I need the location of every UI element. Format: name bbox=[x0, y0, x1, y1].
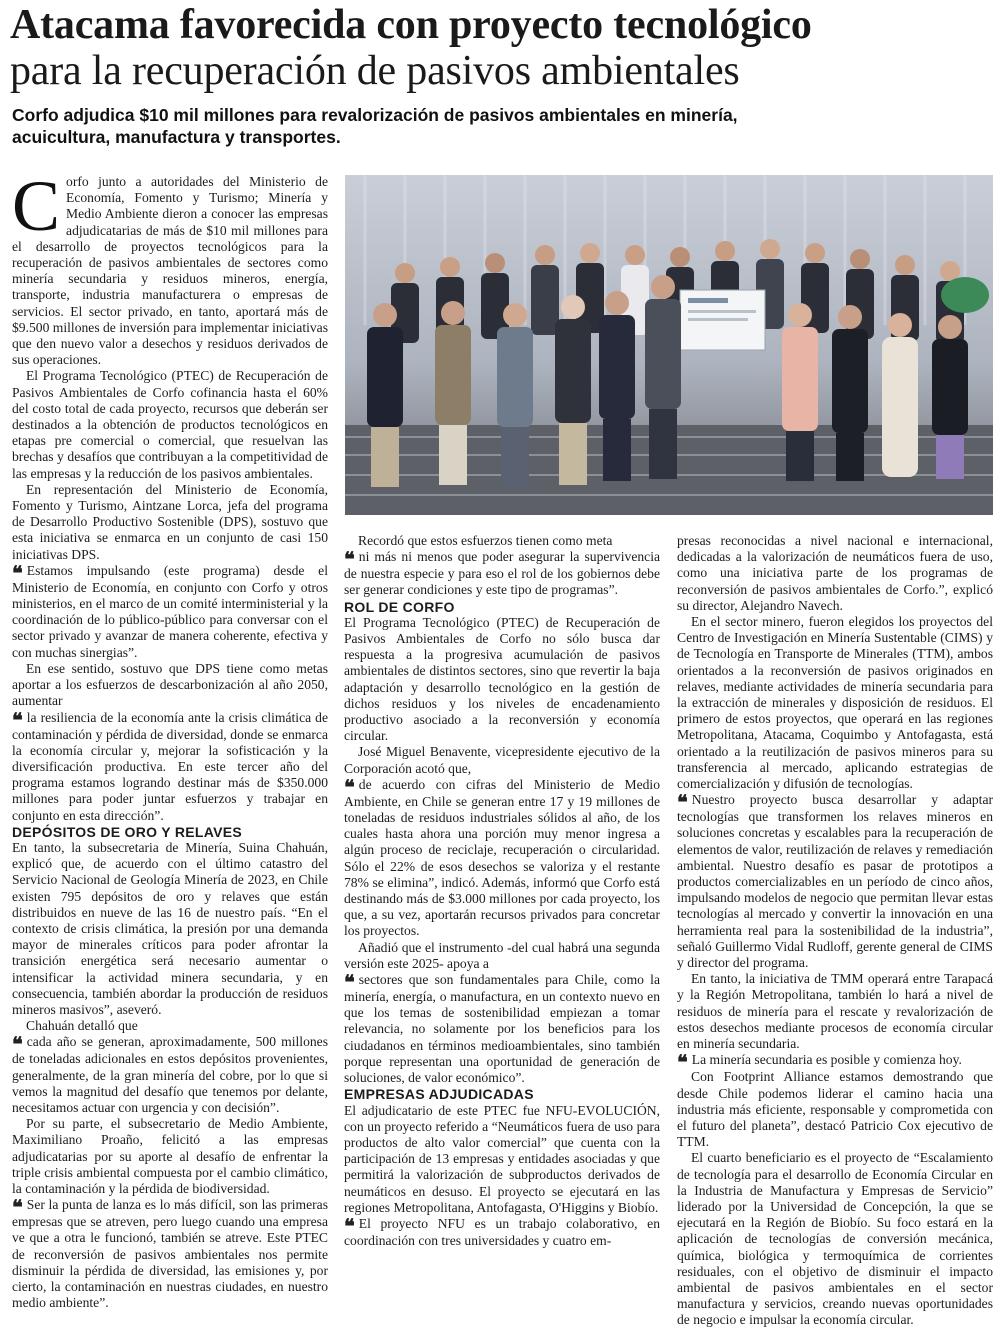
paragraph: En el sector minero, fueron elegidos los proyectos del Centro de Investigación en Minería Sustentable (CIMS) y de Tecnología en Transporte de Minerales (TTM), ambos orientados a la reconversión de pasivos originados en relaves, mediante actividades de minería secundaria para la extracción de minerales y disposición de residuos. El primero de estos proyectos, que operará en las regiones Metropolitana, Atacama, Coquimbo y Antofagasta, está orientado a la reutilización de pasivos mineros para su transferencia al mercado, aplicando estrategias de comercialización y difusión de tecnologías. bbox=[677, 614, 993, 792]
quote-mark-icon: ❝ bbox=[12, 709, 23, 732]
paragraph: El Programa Tecnológico (PTEC) de Recuperación de Pasivos Ambientales de Corfo cofinancia hasta el 60% del costo total de cada proyecto, recursos que deberán ser destinados a la obtención de productos tecnológicos en etapas pre comercial o comercial, que resuelvan las brechas y desafíos que contribuyan a la competitividad de las empresas y la reducción de los pasivos ambientales. bbox=[12, 368, 328, 481]
quote-paragraph bbox=[677, 1052, 993, 1075]
quote-paragraph bbox=[344, 549, 660, 598]
paragraph: Añadió que el instrumento -del cual habrá una segunda versión este 2025- apoya a bbox=[344, 939, 660, 971]
paragraph: Con Footprint Alliance estamos demostrando que desde Chile podemos liderar el camino hacia una industria más eficiente, responsable y comprometida con el futuro del planeta”, destacó Patricio Cox ejecutivo de TTM. bbox=[677, 1069, 993, 1150]
paragraph-intro bbox=[12, 166, 328, 368]
paragraph: En tanto, la iniciativa de TMM operará entre Tarapacá y la Región Metropolitana, también lo hará a nivel de residuos de minería para el rescate y revalorización de estos desechos mediante procesos de economía circular en minería secundaria. bbox=[677, 971, 993, 1052]
quote-text: ni más ni menos que poder asegurar la supervivencia de nuestra especie y para eso el rol de los gobiernos debe ser generar condiciones y este tipo de programas”. bbox=[344, 549, 660, 598]
paragraph: presas reconocidas a nivel nacional e internacional, dedicadas a la valorización de neumáticos fuera de uso, como una iniciativa parte de los programas de reconversión de pasivos ambientales de Corfo.”, explicó su director, Alejandro Navech. bbox=[677, 533, 993, 613]
quote-paragraph bbox=[12, 563, 328, 661]
quote-text: la resiliencia de la economía ante la crisis climática de contaminación y pérdida de diversidad, donde se enmarca la economía circular y, mejorar la sofisticación y la diversificación productiva. En este tercer año del programa estamos logrando destinar más de $350.000 millones para poder juntar esfuerzos y trabajar en conjunto en esta dirección”. bbox=[12, 709, 328, 823]
quote-text: Estamos impulsando (este programa) desde el Ministerio de Economía, en conjunto con Corfo y otros ministerios, en el marco de un comité interministerial y la coordinación de lo público-público para conversar con el sector privado y avanzar de manera coherente, efectiva y con muchas sinergias”. bbox=[12, 562, 328, 660]
section-heading: ROL DE CORFO bbox=[344, 598, 455, 615]
quote-mark-icon: ❝ bbox=[344, 1215, 355, 1238]
headline bbox=[10, 2, 990, 94]
headline-line-2: para la recuperación de pasivos ambientales bbox=[10, 48, 740, 94]
quote-text: cada año se generan, aproximadamente, 500 millones de toneladas adicionales en estos depósitos provenientes, generalmente, de la gran minería del cobre, por lo que si vemos la magnitud del desafío que tenemos por delante, necesitamos actuar con urgencia y con decisión”. bbox=[12, 1034, 328, 1115]
quote-paragraph bbox=[677, 792, 993, 971]
article-column-1 bbox=[12, 166, 328, 1311]
quote-mark-icon: ❝ bbox=[12, 562, 23, 585]
quote-mark-icon: ❝ bbox=[12, 1197, 23, 1220]
headline-line-1: Atacama favorecida con proyecto tecnológico bbox=[10, 2, 812, 48]
quote-mark-icon: ❝ bbox=[344, 549, 355, 572]
paragraph: Por su parte, el subsecretario de Medio Ambiente, Maximiliano Proaño, felicitó a las empresas adjudicatarias por su aporte al desafío de enfrentar la triple crisis ambiental compuesta por el cambio climático, la contaminación y la pérdida de biodiversidad. bbox=[12, 1116, 328, 1196]
quote-mark-icon: ❝ bbox=[344, 972, 355, 995]
quote-text: Nuestro proyecto busca desarrollar y adaptar tecnologías que transformen los relaves mineros en soluciones concretas y escalables para la recuperación de elementos de valor, reutilización de relaves y remediación ambiental. Nuestro desafío es pasar de prototipos a productos comercializables en un período de cinco años, impulsando modelos de negocio que permitan llevar estas tecnologías al mercado y convertir la innovación en una herramienta real para la sostenibilidad de la industria”, señaló Guillermo Vidal Rudloff, gerente general de CIMS y director del programa. bbox=[677, 792, 993, 971]
quote-text: La minería secundaria es posible y comienza hoy. bbox=[691, 1052, 962, 1068]
quote-mark-icon: ❝ bbox=[677, 1052, 688, 1075]
intro-text: orfo junto a autoridades del Ministerio de Economía, Fomento y Turismo; Minería y Medio Ambiente dieron a conocer las empresas adjudicatarias de más de $10 mil millones para el desarrollo de proyectos tecnológicos para la recuperación de pasivos ambientales de sectores como minería secundaria y residuos mineros, energía, transporte, industria manufacturera o empresas de servicios. El sector privado, en tanto, aportará más de $9.500 millones de inversión para implementar iniciativas que den nuevo valor a desechos y residuos derivados de sus operaciones. bbox=[12, 174, 328, 368]
article-column-3 bbox=[677, 533, 993, 1329]
quote-paragraph bbox=[344, 972, 660, 1086]
paragraph: El Programa Tecnológico (PTEC) de Recuperación de Pasivos Ambientales de Corfo no sólo busca dar respuesta a la progresiva acumulación de pasivos ambientales de distintos sectores, sino que revertir la baja adaptación y desarrollo tecnológico en la gestión de dichos residuos y los niveles de encadenamiento productivo asociado a la reconversión y economía circular. bbox=[344, 614, 660, 744]
group-photo bbox=[345, 175, 993, 515]
article-column-2 bbox=[344, 533, 660, 1249]
section-heading: DEPÓSITOS DE ORO Y RELAVES bbox=[12, 823, 243, 840]
quote-text: El proyecto NFU es un trabajo colaborativo, en coordinación con tres universidades y cuatro em- bbox=[344, 1215, 660, 1248]
quote-paragraph bbox=[12, 1197, 328, 1311]
section-heading: EMPRESAS ADJUDICADAS bbox=[344, 1086, 534, 1103]
group-photo-illustration bbox=[345, 175, 993, 515]
paragraph: Recordó que estos esfuerzos tienen como meta bbox=[358, 533, 613, 548]
quote-mark-icon: ❝ bbox=[344, 776, 355, 799]
quote-paragraph bbox=[344, 1216, 660, 1249]
quote-text: Ser la punta de lanza es lo más difícil, son las primeras empresas que se atreven, pero luego cuando una empresa ve que a otra le funcionó, también se atreve. Este PTEC de reconversión de pasivos ambientales nos permite disminuir la pérdida de diversidad, las emisiones y, por cierto, la contaminación en nuestras ciudades, en nuestro medio ambiente”. bbox=[12, 1197, 328, 1311]
quote-paragraph bbox=[12, 710, 328, 824]
quote-paragraph bbox=[344, 777, 660, 940]
quote-mark-icon: ❝ bbox=[12, 1034, 23, 1057]
paragraph: En representación del Ministerio de Economía, Fomento y Turismo, Aintzane Lorca, jefa del programa de Desarrollo Productivo Sostenible (DPS), sostuvo que esta iniciativa se enmarca en un conjunto de casi 150 iniciativas DPS. bbox=[12, 481, 328, 562]
quote-mark-icon: ❝ bbox=[677, 792, 688, 815]
paragraph: En ese sentido, sostuvo que DPS tiene como metas aportar a los esfuerzos de descarbonización al año 2050, aumentar bbox=[12, 660, 328, 709]
paragraph: Chahuán detalló que bbox=[26, 1018, 138, 1034]
quote-text: de acuerdo con cifras del Ministerio de Medio Ambiente, en Chile se generan entre 17 y 19 millones de toneladas de residuos industriales sólidos al año, de los cuales hasta ahora una porción muy menor ingresa a algún proceso de reciclaje, recuperación o circularidad. Sólo el 22% de esos desechos se valoriza y el restante 78% se elimina”, indicó. Además, informó que Corfo está destinando más de $3.000 millones por cada proyecto, los que, a su vez, aportarán recursos privados para concretar los proyectos. bbox=[344, 776, 660, 939]
subheadline: Corfo adjudica $10 mil millones para revalorización de pasivos ambientales en minería, acuicultura, manufactura y transportes. bbox=[12, 105, 738, 147]
quote-text: sectores que son fundamentales para Chile, como la minería, energía, o manufactura, en un contexto nuevo en que los temas de sostenibilidad empiezan a tomar relevancia, no solamente por los beneficios para los ciudadanos en términos medioambientales, sino también porque representan una oportunidad de generación de soluciones, de valor económico”. bbox=[344, 972, 660, 1086]
paragraph: José Miguel Benavente, vicepresidente ejecutivo de la Corporación acotó que, bbox=[344, 744, 660, 776]
paragraph: En tanto, la subsecretaria de Minería, Suina Chahuán, explicó que, de acuerdo con el último catastro del Servicio Nacional de Geología Minería de 2023, en Chile existen 795 depósitos de oro y relaves que están distribuidos en nueve de las 16 de nuestro país. “En el contexto de crisis climática, la presión por una demanda mayor de minerales críticos para poder afrontar la transición energética será necesario aumentar o intensificar la actividad minera secundaria, y en consecuencia, también abordar la producción de residuos mineros masivos”, aseveró. bbox=[12, 839, 328, 1017]
quote-paragraph bbox=[12, 1034, 328, 1116]
paragraph: El cuarto beneficiario es el proyecto de “Escalamiento de tecnología para el desarrollo de Economía Circular en la Industria de Manufactura y Empresas de Servicio” liderado por la Universidad de Concepción, la que se ejecutará en la Región de Biobío. Su foco estará en la aplicación de tecnologías de conversión mecánica, química, biológica y termoquímica de corrientes residuales, con el objetivo de disminuir el impacto ambiental de pasivos ambientales en el sector manufactura y servicios, creando nuevas oportunidades de negocio e impulsar la economía circular. bbox=[677, 1150, 993, 1328]
drop-cap: C bbox=[12, 166, 61, 246]
paragraph: El adjudicatario de este PTEC fue NFU-EVOLUCIÓN, con un proyecto referido a “Neumáticos fuera de uso para productos de alto valor comercial” que cuenta con la participación de 13 empresas y entidades asociadas y que permitirá la valorización de subproductos derivados de neumáticos en desuso. El proyecto se ejecutará en las regiones Metropolitana, Antofagasta, O'Higgins y Biobío. bbox=[344, 1102, 660, 1215]
